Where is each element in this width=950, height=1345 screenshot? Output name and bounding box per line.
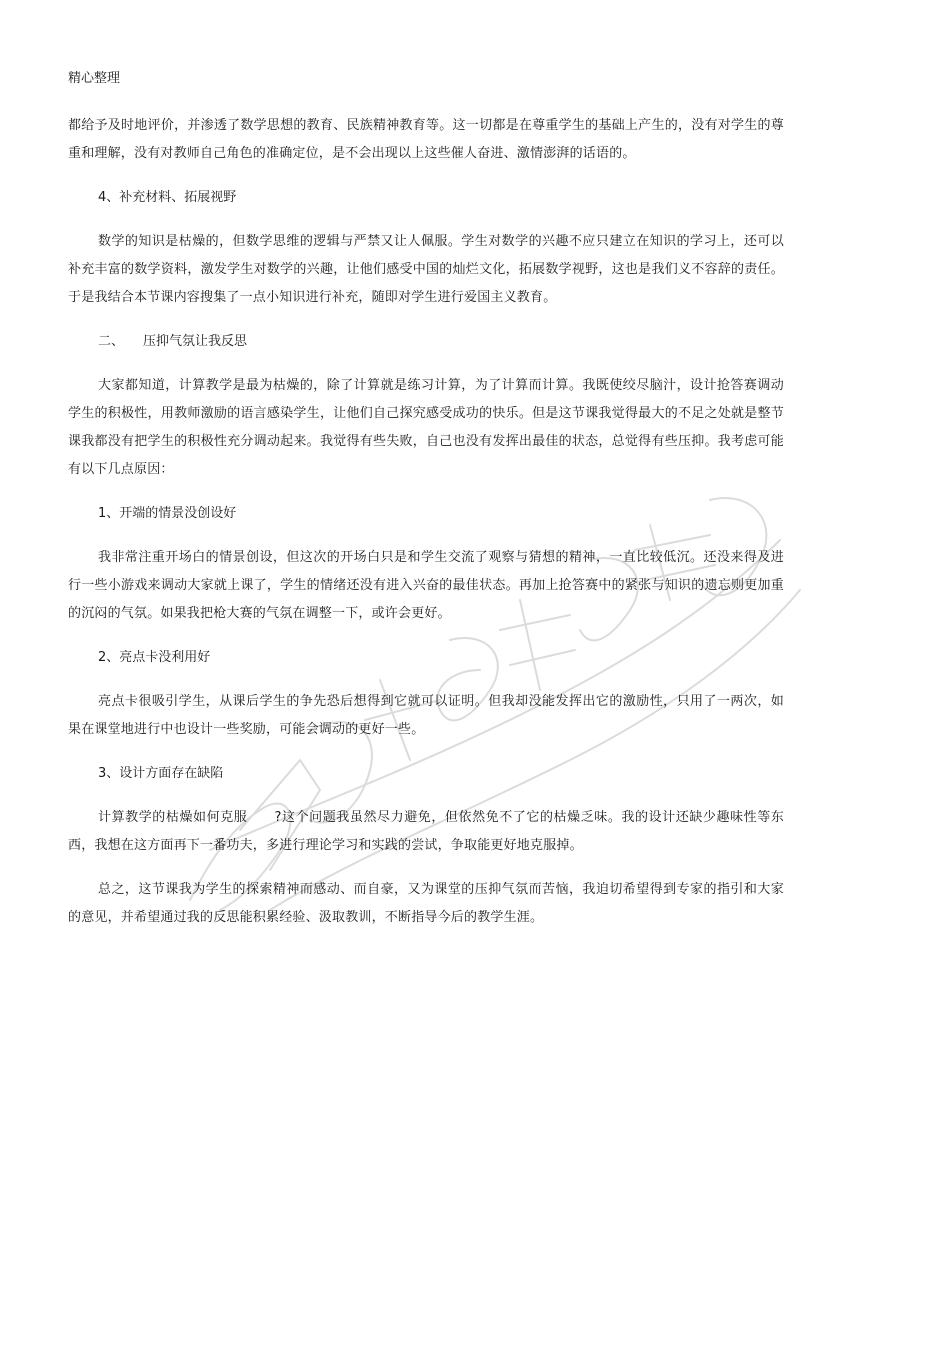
- section-number: 二、: [98, 334, 125, 349]
- paragraph-atmosphere: 大家都知道，计算教学是最为枯燥的，除了计算就是练习计算，为了计算而计算。我既使绞尽脑汁，设计抢答赛调动学生的积极性，用教师激励的语言感染学生，让他们自己探究感受成功的快乐。但是这节课我觉得最大的不足之处就是整节课我都没有把学生的积极性充分调动起来。我觉得有些失败，自己也没有发挥出最佳的状态，总觉得有些压抑。我考虑可能有以下几点原因：: [68, 378, 784, 477]
- paragraph-design: 计算教学的枯燥如何克服 ?这个问题我虽然尽力避免，但依然免不了它的枯燥乏味。我的设计还缺少趣味性等东西，我想在这方面再下一番功夫，多进行理论学习和实践的尝试，争取能更好地克服掉。: [68, 810, 784, 853]
- paragraph-highlight-card: 亮点卡很吸引学生，从课后学生的争先恐后想得到它就可以证明。但我却没能发挥出它的激励性，只用了一两次，如果在课堂地进行中也设计一些奖励，可能会调动的更好一些。: [68, 694, 784, 737]
- paragraph-conclusion: 总之，这节课我为学生的探索精神而感动、而自豪，又为课堂的压抑气氛而苦恼，我迫切希望得到专家的指引和大家的意见，并希望通过我的反思能积累经验、汲取教训，不断指导今后的教学生涯。: [68, 882, 784, 925]
- paragraph-evaluation: 都给予及时地评价，并渗透了数学思想的教育、民族精神教育等。这一切都是在尊重学生的基础上产生的，没有对学生的尊重和理解，没有对教师自己角色的准确定位，是不会出现以上这些催人奋进、激情澎湃的话语的。: [68, 118, 784, 161]
- section-heading-4: 4、补充材料、拓展视野: [98, 190, 237, 205]
- section-heading-2b: 2、亮点卡没利用好: [98, 650, 211, 665]
- header-label: 精心整理: [68, 71, 121, 86]
- paragraph-supplement: 数学的知识是枯燥的，但数学思维的逻辑与严禁又让人佩服。学生对数学的兴趣不应只建立在知识的学习上，还可以补充丰富的数学资料，激发学生对数学的兴趣，让他们感受中国的灿烂文化，拓展数学视野，这也是我们义不容辞的责任。于是我结合本节课内容搜集了一点小知识进行补充，随即对学生进行爱国主义教育。: [68, 234, 784, 305]
- section-title: 压抑气氛让我反思: [143, 334, 248, 349]
- section-heading-3: 3、设计方面存在缺陷: [98, 766, 224, 781]
- paragraph-opening: 我非常注重开场白的情景创设，但这次的开场白只是和学生交流了观察与猜想的精神，一直比较低沉。还没来得及进行一些小游戏来调动大家就上课了，学生的情绪还没有进入兴奋的最佳状态。再加上抢答赛中的紧张与知识的遗忘则更加重的沉闷的气氛。如果我把枪大赛的气氛在调整一下，或许会更好。: [68, 550, 784, 621]
- document-body: [68, 112, 784, 948]
- section-heading-2: [68, 328, 784, 356]
- section-heading-1: 1、开端的情景没创设好: [98, 506, 237, 521]
